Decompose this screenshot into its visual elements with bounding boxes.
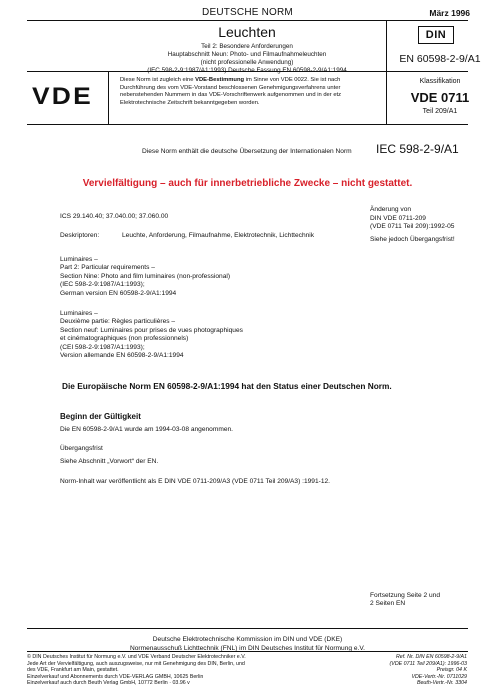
right-column-divider <box>386 20 387 124</box>
vde-bestimmung-emphasis: VDE-Bestimmung <box>195 77 245 83</box>
status-statement: Die Europäische Norm EN 60598-2-9/A1:1994 hat den Status einer Deutschen Norm. <box>62 381 392 391</box>
fortsetzung-line: Fortsetzung Seite 2 und <box>370 592 441 599</box>
publication-date: März 1996 <box>429 8 470 18</box>
subtitle-line: Teil 2: Besondere Anforderungen <box>201 43 293 50</box>
footer-top-rule <box>27 651 468 652</box>
english-title <box>60 256 230 298</box>
footer-ref-line: Ref. Nr. DIN EN 60598-2-9/A1 <box>395 654 467 660</box>
french-line: Version allemande EN 60598-2-9/A1:1994 <box>60 352 184 360</box>
footer-line: des VDE, Frankfurt am Main, gestattet. <box>27 667 119 674</box>
kommission-top-rule <box>27 628 468 629</box>
kommission-line: Deutsche Elektrotechnische Kommission im DIN und VDE (DKE) <box>152 636 343 643</box>
vde-notice-line: Diese Norm ist zugleich eine VDE-Bestimmung im Sinne von VDE 0022. Sie ist nach <box>120 77 341 83</box>
aenderung-block <box>370 206 455 244</box>
english-line: (IEC 598-2-9:1987/A1:1993); <box>60 281 145 289</box>
footer-reference <box>330 654 467 687</box>
french-line: Section neuf: Luminaires pour prises de vues photographiques <box>60 326 243 334</box>
din-logo: DIN <box>418 26 454 44</box>
french-line: Luminaires – <box>60 310 98 317</box>
footer-ref-line: (VDE 0711 Teil 209/A1): 1996-03 <box>389 660 467 667</box>
vde-notice-line: Elektrotechnische Zeitschrift bekanntgegeben worden. <box>120 99 260 106</box>
footer-copyright <box>27 654 246 687</box>
english-line: Luminaires – <box>60 256 98 263</box>
norm-inhalt-note: Norm-Inhalt war veröffentlicht als E DIN VDE 0711-209/A3 (VDE 0711 Teil 209/A3) :1991-12. <box>60 478 330 485</box>
beginn-heading: Beginn der Gültigkeit <box>60 412 141 421</box>
french-line: et cinématographiques (non professionnels) <box>60 335 189 343</box>
vde-teil: Teil 209/A1 <box>422 108 458 115</box>
en-number: EN 60598-2-9/A1 <box>399 53 481 65</box>
document-title: Leuchten <box>218 24 276 40</box>
copy-warning: Vervielfältigung – auch für innerbetriebliche Zwecke – nicht gestattet. <box>82 178 413 189</box>
french-line: Deuxième partie: Règles particulières – <box>60 318 176 326</box>
document-subtitle <box>108 43 386 75</box>
top-rule <box>27 20 468 21</box>
aenderung-line: (VDE 0711 Teil 209):1992-05 <box>370 223 455 231</box>
footer-ref-line: Beuth-Vertr.-Nr. 3304 <box>416 680 467 687</box>
french-title <box>60 310 243 360</box>
vde-notice-line: Durchführung des vom VDE-Vorstand beschlossenen Genehmigungsverfahrens unter <box>120 84 341 91</box>
uebergangsfrist-heading: Übergangsfrist <box>60 445 103 452</box>
ics-codes: ICS 29.140.40; 37.040.00; 37.060.00 <box>60 213 169 220</box>
aenderung-line: DIN VDE 0711-209 <box>370 214 426 222</box>
french-line: (CEI 598-2-9:1987/A1:1993); <box>60 343 145 351</box>
fortsetzung-line: 2 Seiten EN <box>370 600 406 608</box>
deskriptoren-value: Leuchte, Anforderung, Filmaufnahme, Elektrotechnik, Lichttechnik <box>122 232 315 239</box>
footer-line: Jede Art der Vervielfältigung, auch auszugsweise, nur mit Genehmigung des DIN, Berlin, und <box>27 660 245 667</box>
kommission-line: Normenausschuß Lichttechnik (FNL) im DIN Deutsches Institut für Normung e.V. <box>129 644 366 652</box>
subtitle-line: Hauptabschnitt Neun: Photo- und Filmaufnahmeleuchten <box>167 51 327 58</box>
footer-line: Einzelverkauf und Abonnements durch VDE-VERLAG GMBH, 10625 Berlin <box>27 673 204 680</box>
english-line: Section Nine: Photo and film luminaires (non-professional) <box>60 272 231 280</box>
footer-ref-line: Preisgr. 04 K <box>436 667 467 674</box>
vde-notice-line: nebenstehenden Nummern in das VDE-Vorschriftenwerk aufgenommen und in der etz <box>120 92 342 99</box>
aenderung-line: Siehe jedoch Übergangsfrist! <box>370 235 455 243</box>
footer-line: © DIN Deutsches Institut für Normung e.V. und VDE Verband Deutscher Elektrotechniker e.V. <box>27 654 246 660</box>
vde-notice <box>120 77 382 107</box>
iec-number: IEC 598-2-9/A1 <box>376 142 459 156</box>
beginn-text: Die EN 60598-2-9/A1 wurde am 1994-03-08 angenommen. <box>60 426 234 433</box>
vde-logo-divider <box>108 71 109 124</box>
vde-number: VDE 0711 <box>410 90 470 105</box>
subtitle-line: (IEC 598-2-9:1987/A1:1993) Deutsche Fassung EN 60598-2-9/A1:1994 <box>147 67 347 74</box>
english-line: Part 2: Particular requirements – <box>60 264 155 272</box>
footer-line: Einzelverkauf auch durch Beuth Verlag GmbH, 10772 Berlin · 03.96 v <box>27 680 190 687</box>
english-line: German version EN 60598-2-9/A1:1994 <box>60 289 177 297</box>
vde-logo: VDE <box>32 83 93 110</box>
international-norm-text: Diese Norm enthält die deutsche Übersetzung der Internationalen Norm <box>142 148 352 155</box>
footer-ref-line: VDE-Vertr.-Nr. 0711029 <box>411 673 467 680</box>
fortsetzung-note <box>370 592 440 609</box>
deskriptoren-label: Deskriptoren: <box>60 232 100 239</box>
aenderung-line: Änderung von <box>370 206 412 213</box>
klassifikation-label: Klassifikation <box>419 78 461 85</box>
vde-bottom-rule <box>27 124 468 125</box>
document-type-title: DEUTSCHE NORM <box>202 7 293 18</box>
uebergangsfrist-text: Siehe Abschnitt „Vorwort“ der EN. <box>60 458 159 465</box>
subtitle-line: (nicht professionelle Anwendung) <box>200 59 294 66</box>
